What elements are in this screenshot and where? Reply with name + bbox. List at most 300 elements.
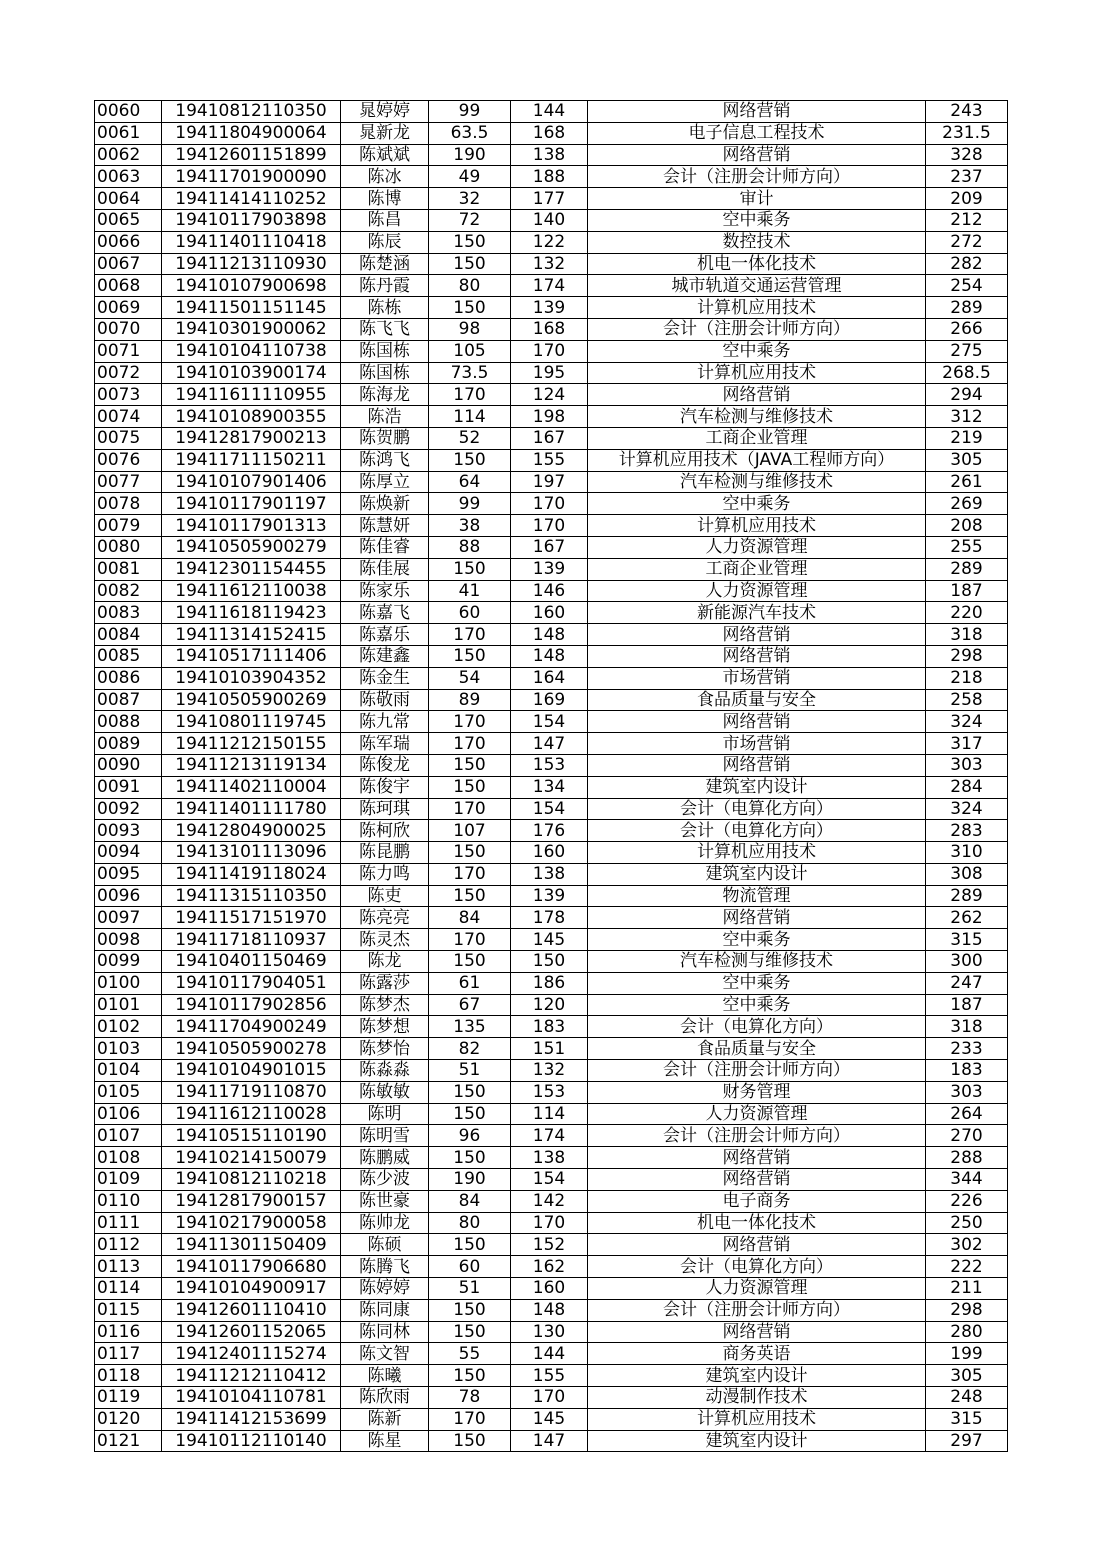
cell-score-1: 78 <box>429 1387 511 1409</box>
cell-major: 建筑室内设计 <box>588 776 926 798</box>
cell-exam-id: 19411718110937 <box>162 929 341 951</box>
cell-total: 183 <box>926 1060 1008 1082</box>
cell-major: 电子商务 <box>588 1190 926 1212</box>
table-row <box>95 929 1008 951</box>
cell-name: 陈灵杰 <box>341 929 429 951</box>
cell-name: 陈军瑞 <box>341 733 429 755</box>
cell-total: 317 <box>926 733 1008 755</box>
cell-seq: 0112 <box>95 1234 162 1256</box>
cell-exam-id: 19410104110781 <box>162 1387 341 1409</box>
cell-exam-id: 19410107900698 <box>162 275 341 297</box>
cell-score-1: 150 <box>429 1103 511 1125</box>
cell-name: 陈国栋 <box>341 362 429 384</box>
cell-exam-id: 19411315110350 <box>162 885 341 907</box>
cell-major: 人力资源管理 <box>588 580 926 602</box>
cell-exam-id: 19411213110930 <box>162 253 341 275</box>
cell-exam-id: 19412401115274 <box>162 1343 341 1365</box>
cell-name: 陈明雪 <box>341 1125 429 1147</box>
cell-seq: 0097 <box>95 907 162 929</box>
cell-exam-id: 19411314152415 <box>162 624 341 646</box>
cell-score-1: 49 <box>429 166 511 188</box>
cell-seq: 0083 <box>95 602 162 624</box>
table-row <box>95 951 1008 973</box>
cell-name: 陈俊宇 <box>341 776 429 798</box>
cell-exam-id: 19411212110412 <box>162 1365 341 1387</box>
cell-score-2: 174 <box>511 275 588 297</box>
cell-seq: 0105 <box>95 1081 162 1103</box>
cell-exam-id: 19410214150079 <box>162 1147 341 1169</box>
table-row <box>95 1321 1008 1343</box>
cell-score-2: 169 <box>511 689 588 711</box>
cell-score-1: 84 <box>429 907 511 929</box>
table-row <box>95 1299 1008 1321</box>
cell-total: 250 <box>926 1212 1008 1234</box>
cell-name: 陈国栋 <box>341 340 429 362</box>
cell-exam-id: 19410104901015 <box>162 1060 341 1082</box>
cell-total: 208 <box>926 515 1008 537</box>
cell-total: 243 <box>926 101 1008 123</box>
cell-major: 网络营销 <box>588 1147 926 1169</box>
cell-score-1: 61 <box>429 972 511 994</box>
cell-name: 陈明 <box>341 1103 429 1125</box>
table-row <box>95 144 1008 166</box>
cell-total: 303 <box>926 1081 1008 1103</box>
cell-seq: 0114 <box>95 1278 162 1300</box>
cell-exam-id: 19411301150409 <box>162 1234 341 1256</box>
cell-total: 318 <box>926 1016 1008 1038</box>
cell-name: 陈露莎 <box>341 972 429 994</box>
cell-score-1: 150 <box>429 1299 511 1321</box>
cell-seq: 0110 <box>95 1190 162 1212</box>
cell-name: 陈鸿飞 <box>341 449 429 471</box>
cell-name: 陈丹霞 <box>341 275 429 297</box>
table-row <box>95 536 1008 558</box>
cell-name: 陈建鑫 <box>341 645 429 667</box>
cell-total: 324 <box>926 711 1008 733</box>
cell-score-2: 134 <box>511 776 588 798</box>
cell-name: 陈星 <box>341 1430 429 1452</box>
table-row <box>95 1234 1008 1256</box>
cell-name: 晁婷婷 <box>341 101 429 123</box>
cell-score-1: 170 <box>429 863 511 885</box>
cell-exam-id: 19410505900279 <box>162 536 341 558</box>
cell-major: 电子信息工程技术 <box>588 122 926 144</box>
cell-score-2: 139 <box>511 297 588 319</box>
cell-seq: 0092 <box>95 798 162 820</box>
cell-exam-id: 19411412153699 <box>162 1408 341 1430</box>
cell-name: 陈楚涵 <box>341 253 429 275</box>
cell-major: 建筑室内设计 <box>588 1365 926 1387</box>
table-row <box>95 362 1008 384</box>
cell-name: 陈冰 <box>341 166 429 188</box>
cell-exam-id: 19412301154455 <box>162 558 341 580</box>
cell-name: 陈腾飞 <box>341 1256 429 1278</box>
cell-name: 陈新 <box>341 1408 429 1430</box>
cell-total: 187 <box>926 580 1008 602</box>
cell-total: 289 <box>926 885 1008 907</box>
cell-seq: 0093 <box>95 820 162 842</box>
table-row <box>95 885 1008 907</box>
cell-total: 212 <box>926 209 1008 231</box>
table-row <box>95 1038 1008 1060</box>
table-row <box>95 515 1008 537</box>
cell-score-1: 88 <box>429 536 511 558</box>
cell-exam-id: 19411618119423 <box>162 602 341 624</box>
cell-total: 297 <box>926 1430 1008 1452</box>
cell-score-2: 170 <box>511 493 588 515</box>
cell-exam-id: 19411401110418 <box>162 231 341 253</box>
table-body <box>95 101 1008 1452</box>
table-row <box>95 493 1008 515</box>
cell-exam-id: 19411213119134 <box>162 754 341 776</box>
cell-total: 266 <box>926 318 1008 340</box>
cell-score-1: 150 <box>429 1365 511 1387</box>
cell-name: 陈佳展 <box>341 558 429 580</box>
cell-exam-id: 19410117904051 <box>162 972 341 994</box>
cell-score-1: 67 <box>429 994 511 1016</box>
cell-total: 211 <box>926 1278 1008 1300</box>
cell-total: 264 <box>926 1103 1008 1125</box>
cell-major: 网络营销 <box>588 144 926 166</box>
table-row <box>95 863 1008 885</box>
cell-name: 陈昆鹏 <box>341 842 429 864</box>
cell-name: 陈九常 <box>341 711 429 733</box>
cell-score-2: 183 <box>511 1016 588 1038</box>
table-row <box>95 188 1008 210</box>
cell-seq: 0084 <box>95 624 162 646</box>
cell-name: 陈梦想 <box>341 1016 429 1038</box>
cell-major: 动漫制作技术 <box>588 1387 926 1409</box>
cell-score-2: 139 <box>511 558 588 580</box>
cell-score-1: 170 <box>429 733 511 755</box>
cell-exam-id: 19410104900917 <box>162 1278 341 1300</box>
cell-score-2: 144 <box>511 101 588 123</box>
cell-score-1: 150 <box>429 558 511 580</box>
table-row <box>95 297 1008 319</box>
cell-score-2: 154 <box>511 711 588 733</box>
cell-exam-id: 19410112110140 <box>162 1430 341 1452</box>
cell-major: 空中乘务 <box>588 972 926 994</box>
table-row <box>95 318 1008 340</box>
table-row <box>95 275 1008 297</box>
cell-seq: 0080 <box>95 536 162 558</box>
cell-score-2: 164 <box>511 667 588 689</box>
cell-exam-id: 19411704900249 <box>162 1016 341 1038</box>
cell-name: 陈辰 <box>341 231 429 253</box>
cell-total: 231.5 <box>926 122 1008 144</box>
cell-score-1: 105 <box>429 340 511 362</box>
cell-score-2: 195 <box>511 362 588 384</box>
cell-total: 199 <box>926 1343 1008 1365</box>
cell-major: 建筑室内设计 <box>588 1430 926 1452</box>
cell-major: 空中乘务 <box>588 340 926 362</box>
cell-major: 汽车检测与维修技术 <box>588 471 926 493</box>
cell-score-1: 38 <box>429 515 511 537</box>
cell-score-2: 174 <box>511 1125 588 1147</box>
cell-total: 218 <box>926 667 1008 689</box>
cell-major: 会计（电算化方向） <box>588 798 926 820</box>
cell-score-2: 155 <box>511 1365 588 1387</box>
cell-major: 会计（注册会计师方向） <box>588 1299 926 1321</box>
cell-name: 陈金生 <box>341 667 429 689</box>
table-row <box>95 1408 1008 1430</box>
table-row <box>95 776 1008 798</box>
cell-total: 272 <box>926 231 1008 253</box>
cell-score-2: 160 <box>511 842 588 864</box>
cell-score-1: 99 <box>429 493 511 515</box>
cell-score-2: 168 <box>511 122 588 144</box>
cell-seq: 0071 <box>95 340 162 362</box>
table-row <box>95 907 1008 929</box>
cell-exam-id: 19410401150469 <box>162 951 341 973</box>
cell-score-1: 84 <box>429 1190 511 1212</box>
cell-seq: 0106 <box>95 1103 162 1125</box>
cell-name: 陈帅龙 <box>341 1212 429 1234</box>
cell-major: 空中乘务 <box>588 994 926 1016</box>
cell-seq: 0064 <box>95 188 162 210</box>
cell-score-2: 142 <box>511 1190 588 1212</box>
cell-score-2: 132 <box>511 253 588 275</box>
cell-seq: 0075 <box>95 427 162 449</box>
cell-name: 陈曦 <box>341 1365 429 1387</box>
cell-name: 陈斌斌 <box>341 144 429 166</box>
cell-total: 255 <box>926 536 1008 558</box>
cell-total: 318 <box>926 624 1008 646</box>
cell-score-2: 151 <box>511 1038 588 1060</box>
cell-score-1: 80 <box>429 275 511 297</box>
cell-total: 302 <box>926 1234 1008 1256</box>
table-row <box>95 842 1008 864</box>
table-row <box>95 972 1008 994</box>
cell-seq: 0067 <box>95 253 162 275</box>
cell-score-2: 198 <box>511 406 588 428</box>
cell-exam-id: 19411414110252 <box>162 188 341 210</box>
cell-seq: 0108 <box>95 1147 162 1169</box>
cell-seq: 0102 <box>95 1016 162 1038</box>
table-row <box>95 449 1008 471</box>
cell-score-1: 64 <box>429 471 511 493</box>
cell-major: 商务英语 <box>588 1343 926 1365</box>
cell-score-2: 144 <box>511 1343 588 1365</box>
cell-exam-id: 19411719110870 <box>162 1081 341 1103</box>
cell-major: 会计（电算化方向） <box>588 820 926 842</box>
cell-score-1: 80 <box>429 1212 511 1234</box>
cell-score-2: 197 <box>511 471 588 493</box>
cell-score-1: 150 <box>429 449 511 471</box>
cell-seq: 0072 <box>95 362 162 384</box>
cell-exam-id: 19410505900269 <box>162 689 341 711</box>
cell-score-2: 148 <box>511 645 588 667</box>
cell-total: 305 <box>926 449 1008 471</box>
cell-major: 机电一体化技术 <box>588 1212 926 1234</box>
cell-seq: 0090 <box>95 754 162 776</box>
cell-total: 280 <box>926 1321 1008 1343</box>
table-row <box>95 1125 1008 1147</box>
cell-total: 312 <box>926 406 1008 428</box>
cell-major: 计算机应用技术 <box>588 1408 926 1430</box>
table-row <box>95 624 1008 646</box>
cell-major: 人力资源管理 <box>588 1278 926 1300</box>
cell-major: 新能源汽车技术 <box>588 602 926 624</box>
cell-seq: 0117 <box>95 1343 162 1365</box>
cell-score-1: 63.5 <box>429 122 511 144</box>
cell-name: 陈同林 <box>341 1321 429 1343</box>
cell-score-2: 188 <box>511 166 588 188</box>
cell-total: 254 <box>926 275 1008 297</box>
cell-name: 陈欣雨 <box>341 1387 429 1409</box>
table-row <box>95 1365 1008 1387</box>
cell-total: 270 <box>926 1125 1008 1147</box>
cell-major: 工商企业管理 <box>588 427 926 449</box>
cell-score-1: 54 <box>429 667 511 689</box>
cell-major: 审计 <box>588 188 926 210</box>
cell-exam-id: 19412804900025 <box>162 820 341 842</box>
cell-seq: 0113 <box>95 1256 162 1278</box>
cell-exam-id: 19411804900064 <box>162 122 341 144</box>
cell-score-1: 52 <box>429 427 511 449</box>
cell-score-1: 150 <box>429 1081 511 1103</box>
cell-exam-id: 19412601151899 <box>162 144 341 166</box>
cell-major: 食品质量与安全 <box>588 1038 926 1060</box>
cell-major: 计算机应用技术 <box>588 362 926 384</box>
cell-major: 计算机应用技术 <box>588 842 926 864</box>
cell-total: 261 <box>926 471 1008 493</box>
cell-major: 会计（电算化方向） <box>588 1016 926 1038</box>
cell-major: 市场营销 <box>588 667 926 689</box>
cell-seq: 0107 <box>95 1125 162 1147</box>
cell-total: 220 <box>926 602 1008 624</box>
cell-score-2: 177 <box>511 188 588 210</box>
cell-name: 陈嘉飞 <box>341 602 429 624</box>
cell-name: 陈敏敏 <box>341 1081 429 1103</box>
cell-score-2: 170 <box>511 340 588 362</box>
cell-major: 市场营销 <box>588 733 926 755</box>
cell-total: 289 <box>926 558 1008 580</box>
cell-seq: 0101 <box>95 994 162 1016</box>
table-row <box>95 384 1008 406</box>
table-row <box>95 820 1008 842</box>
table-row <box>95 1060 1008 1082</box>
cell-major: 财务管理 <box>588 1081 926 1103</box>
cell-score-2: 122 <box>511 231 588 253</box>
cell-name: 陈力鸣 <box>341 863 429 885</box>
cell-score-1: 98 <box>429 318 511 340</box>
cell-score-1: 190 <box>429 1169 511 1191</box>
cell-score-1: 89 <box>429 689 511 711</box>
cell-exam-id: 19410108900355 <box>162 406 341 428</box>
table-row <box>95 667 1008 689</box>
cell-score-2: 124 <box>511 384 588 406</box>
table-row <box>95 340 1008 362</box>
cell-score-2: 186 <box>511 972 588 994</box>
cell-name: 陈少波 <box>341 1169 429 1191</box>
cell-score-2: 150 <box>511 951 588 973</box>
cell-score-1: 51 <box>429 1060 511 1082</box>
cell-total: 283 <box>926 820 1008 842</box>
cell-name: 陈敬雨 <box>341 689 429 711</box>
cell-score-2: 176 <box>511 820 588 842</box>
cell-name: 陈海龙 <box>341 384 429 406</box>
cell-score-1: 150 <box>429 1430 511 1452</box>
cell-name: 陈飞飞 <box>341 318 429 340</box>
cell-seq: 0077 <box>95 471 162 493</box>
cell-total: 324 <box>926 798 1008 820</box>
cell-exam-id: 19411517151970 <box>162 907 341 929</box>
cell-exam-id: 19410107901406 <box>162 471 341 493</box>
cell-total: 288 <box>926 1147 1008 1169</box>
table-row <box>95 406 1008 428</box>
cell-major: 网络营销 <box>588 384 926 406</box>
cell-name: 陈龙 <box>341 951 429 973</box>
cell-score-1: 114 <box>429 406 511 428</box>
cell-exam-id: 19410103900174 <box>162 362 341 384</box>
cell-exam-id: 19410505900278 <box>162 1038 341 1060</box>
cell-total: 344 <box>926 1169 1008 1191</box>
cell-name: 陈淼淼 <box>341 1060 429 1082</box>
cell-major: 数控技术 <box>588 231 926 253</box>
cell-name: 陈昌 <box>341 209 429 231</box>
cell-name: 陈佳睿 <box>341 536 429 558</box>
cell-total: 226 <box>926 1190 1008 1212</box>
cell-seq: 0060 <box>95 101 162 123</box>
cell-total: 262 <box>926 907 1008 929</box>
cell-score-1: 135 <box>429 1016 511 1038</box>
cell-major: 会计（注册会计师方向） <box>588 318 926 340</box>
table-row <box>95 711 1008 733</box>
table-row <box>95 1343 1008 1365</box>
table-row <box>95 558 1008 580</box>
cell-seq: 0121 <box>95 1430 162 1452</box>
cell-exam-id: 19410103904352 <box>162 667 341 689</box>
cell-exam-id: 19413101113096 <box>162 842 341 864</box>
cell-score-1: 170 <box>429 798 511 820</box>
cell-score-2: 132 <box>511 1060 588 1082</box>
cell-seq: 0118 <box>95 1365 162 1387</box>
cell-seq: 0119 <box>95 1387 162 1409</box>
cell-name: 陈柯欣 <box>341 820 429 842</box>
cell-total: 308 <box>926 863 1008 885</box>
cell-exam-id: 19412601152065 <box>162 1321 341 1343</box>
cell-major: 城市轨道交通运营管理 <box>588 275 926 297</box>
cell-exam-id: 19412817900213 <box>162 427 341 449</box>
cell-score-2: 153 <box>511 1081 588 1103</box>
cell-seq: 0068 <box>95 275 162 297</box>
table-row <box>95 733 1008 755</box>
cell-major: 网络营销 <box>588 907 926 929</box>
cell-exam-id: 19411701900090 <box>162 166 341 188</box>
cell-score-2: 178 <box>511 907 588 929</box>
cell-score-1: 170 <box>429 1408 511 1430</box>
cell-seq: 0120 <box>95 1408 162 1430</box>
cell-name: 陈梦怡 <box>341 1038 429 1060</box>
cell-score-1: 96 <box>429 1125 511 1147</box>
cell-score-1: 60 <box>429 602 511 624</box>
cell-score-2: 120 <box>511 994 588 1016</box>
cell-score-2: 138 <box>511 144 588 166</box>
cell-exam-id: 19410812110350 <box>162 101 341 123</box>
cell-major: 人力资源管理 <box>588 536 926 558</box>
cell-total: 310 <box>926 842 1008 864</box>
cell-score-1: 150 <box>429 776 511 798</box>
table-row <box>95 101 1008 123</box>
cell-score-2: 170 <box>511 1212 588 1234</box>
cell-name: 陈硕 <box>341 1234 429 1256</box>
cell-exam-id: 19410812110218 <box>162 1169 341 1191</box>
cell-score-1: 150 <box>429 951 511 973</box>
cell-exam-id: 19411611110955 <box>162 384 341 406</box>
table-row <box>95 1190 1008 1212</box>
cell-name: 陈栋 <box>341 297 429 319</box>
